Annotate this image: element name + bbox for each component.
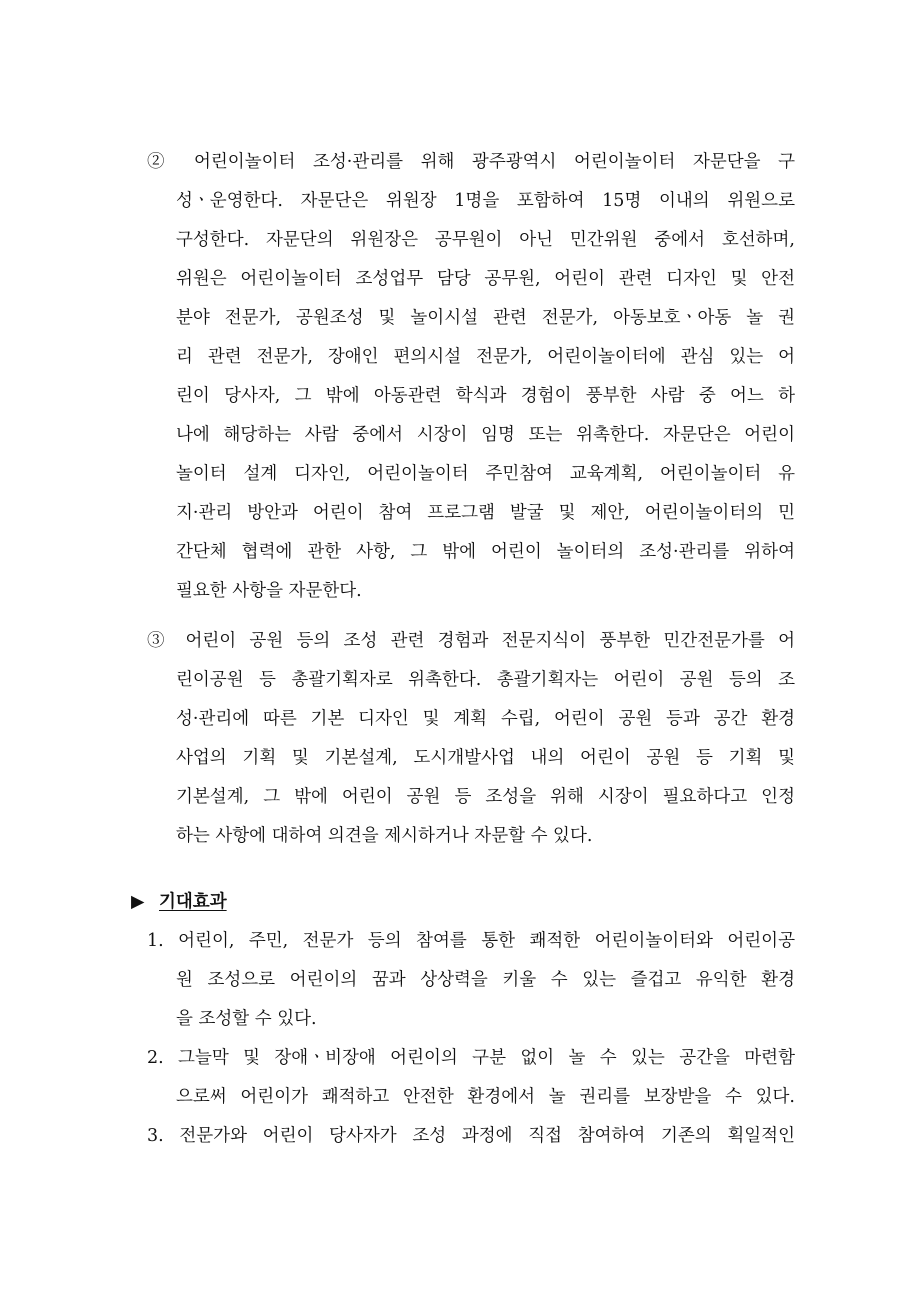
paragraph-line: 기본설계, 그 밖에 어린이 공원 등 조성을 위해 시장이 필요하다고 인정	[176, 787, 795, 807]
paragraph-line: 하는 사항에 대하여 의견을 제시하거나 자문할 수 있다.	[176, 826, 593, 846]
paragraph-advisory-group	[147, 143, 795, 611]
paragraph-line: 놀이터 설계 디자인, 어린이놀이터 주민참여 교육계획, 어린이놀이터 유	[176, 464, 795, 484]
paragraph-line: 분야 전문가, 공원조성 및 놀이시설 관련 전문가, 아동보호ㆍ아동 놀 권	[176, 308, 795, 328]
list-item-line: 원 조성으로 어린이의 꿈과 상상력을 키울 수 있는 즐겁고 유익한 환경	[176, 970, 795, 990]
list-item-line: 을 조성할 수 있다.	[176, 1009, 317, 1029]
list-item-line: 1. 어린이, 주민, 전문가 등의 참여를 통한 쾌적한 어린이놀이터와 어린이공	[147, 931, 795, 951]
paragraph-line: 지·관리 방안과 어린이 참여 프로그램 발굴 및 제안, 어린이놀이터의 민	[176, 503, 795, 523]
expected-effects-list	[147, 922, 795, 1156]
paragraph-line: ② 어린이놀이터 조성·관리를 위해 광주광역시 어린이놀이터 자문단을 구	[147, 152, 795, 172]
paragraph-line: 성ㆍ운영한다. 자문단은 위원장 1명을 포함하여 15명 이내의 위원으로	[176, 191, 795, 211]
paragraph-line: 위원은 어린이놀이터 조성업무 담당 공무원, 어린이 관련 디자인 및 안전	[176, 269, 795, 289]
triangle-bullet-icon: ▶	[131, 892, 145, 912]
list-item-line: 3. 전문가와 어린이 당사자가 조성 과정에 직접 참여하여 기존의 획일적인	[147, 1126, 795, 1146]
paragraph-general-planner	[147, 622, 795, 856]
paragraph-line: 사업의 기획 및 기본설계, 도시개발사업 내의 어린이 공원 등 기획 및	[176, 748, 795, 768]
paragraph-line: 구성한다. 자문단의 위원장은 공무원이 아닌 민간위원 중에서 호선하며,	[176, 230, 795, 250]
paragraph-line: 린이 당사자, 그 밖에 아동관련 학식과 경험이 풍부한 사람 중 어느 하	[176, 386, 795, 406]
paragraph-line: 필요한 사항을 자문한다.	[176, 581, 362, 601]
paragraph-line: 리 관련 전문가, 장애인 편의시설 전문가, 어린이놀이터에 관심 있는 어	[176, 347, 795, 367]
list-item-line: 2. 그늘막 및 장애ㆍ비장애 어린이의 구분 없이 놀 수 있는 공간을 마련함	[147, 1048, 795, 1068]
paragraph-line: 성·관리에 따른 기본 디자인 및 계획 수립, 어린이 공원 등과 공간 환경	[176, 709, 795, 729]
paragraph-line: 나에 해당하는 사람 중에서 시장이 임명 또는 위촉한다. 자문단은 어린이	[176, 425, 795, 445]
paragraph-line: 간단체 협력에 관한 사항, 그 밖에 어린이 놀이터의 조성·관리를 위하여	[176, 542, 795, 562]
paragraph-line: ③ 어린이 공원 등의 조성 관련 경험과 전문지식이 풍부한 민간전문가를 어	[147, 631, 795, 651]
paragraph-line: 린이공원 등 총괄기획자로 위촉한다. 총괄기획자는 어린이 공원 등의 조	[176, 670, 795, 690]
list-item-line: 으로써 어린이가 쾌적하고 안전한 환경에서 놀 권리를 보장받을 수 있다.	[176, 1087, 795, 1107]
section-heading	[131, 883, 227, 922]
section-heading-text: 기대효과	[159, 892, 227, 912]
